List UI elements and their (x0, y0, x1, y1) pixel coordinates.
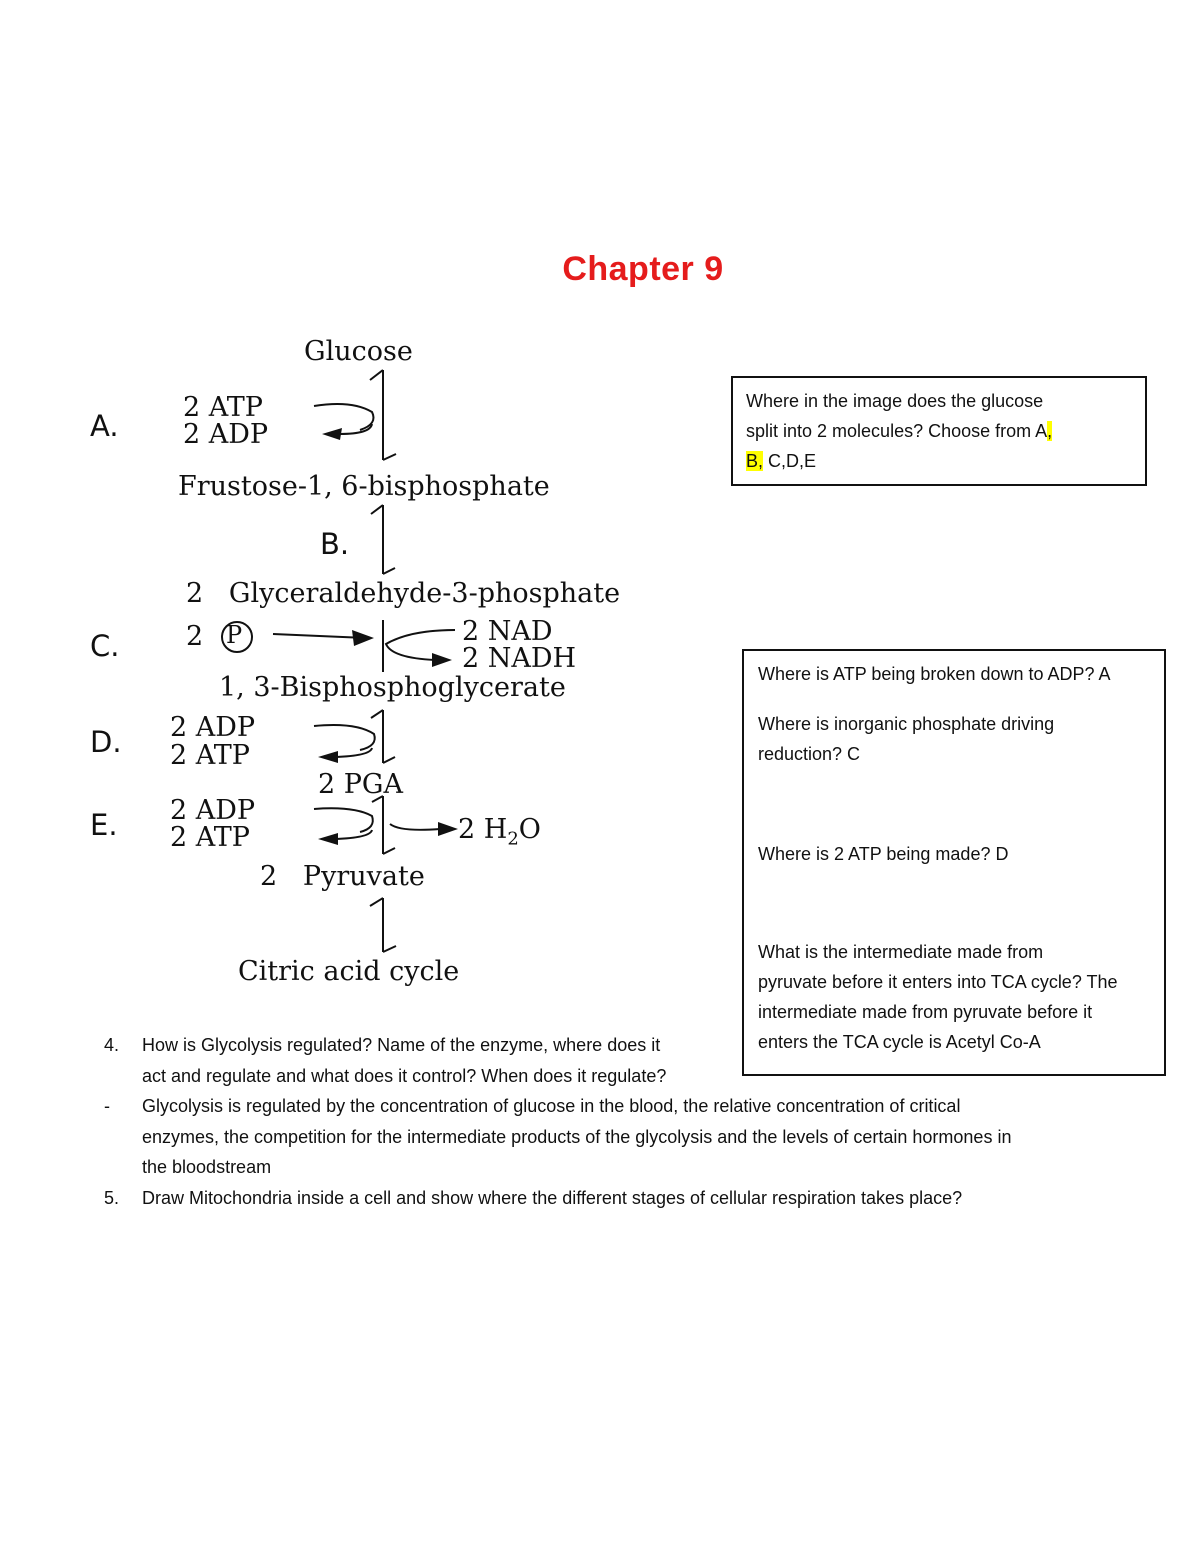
pyruvate-label: 2 Pyruvate (260, 861, 425, 892)
arrow-e-adp (314, 808, 373, 832)
list-marker: - (104, 1096, 110, 1116)
chapter-title: Chapter 9 (562, 250, 724, 288)
arrowhead-nadh (432, 653, 452, 667)
list-line: Draw Mitochondria inside a cell and show where the different stages of cellular respiration takes place? (142, 1187, 963, 1208)
arrow-pi-in (273, 634, 366, 638)
arrow-nad-curl (386, 630, 455, 660)
arrowhead-e-atp (318, 833, 338, 845)
citric-acid-label: Citric acid cycle (238, 956, 460, 987)
box2-q4-line1: What is the intermediate made from (758, 942, 1044, 962)
box1-highlight-b: B, (746, 451, 764, 471)
arrow-e-atp (334, 830, 372, 839)
arrow-atp-in (314, 404, 374, 430)
arrow-d-adp (314, 725, 375, 750)
box1-line3-text: C,D,E (763, 451, 817, 471)
pi-symbol: P (226, 621, 243, 649)
step-c-letter: C. (90, 629, 120, 663)
step-a-letter: A. (90, 409, 119, 443)
box1-line2 (746, 416, 1145, 446)
box1-line1: Where in the image does the glucose (746, 391, 1044, 411)
box1-highlight-a: , (1047, 421, 1053, 441)
step-e-letter: E. (90, 808, 118, 842)
arrowhead-water (438, 822, 458, 836)
step-a-atp: 2 ATP (183, 392, 263, 423)
glycolysis-diagram (0, 320, 760, 1000)
step-c-nad: 2 NAD (462, 616, 553, 647)
bpg-label: 1, 3-Bisphosphoglycerate (219, 672, 566, 703)
question-box-atp (742, 649, 1166, 1076)
box2-q2-line2: reduction? C (758, 744, 861, 764)
arrow-e-water (390, 824, 440, 830)
g3p-label: 2 Glyceraldehyde-3-phosphate (186, 578, 621, 609)
box2-q2-line1: Where is inorganic phosphate driving (758, 714, 1055, 734)
arrowhead-pi (352, 630, 374, 646)
question-list (104, 1030, 1144, 1213)
arrowhead-d-atp (318, 751, 338, 763)
list-line: the bloodstream (142, 1157, 272, 1177)
box2-q4-line2: pyruvate before it enters into TCA cycle? The (758, 972, 1118, 992)
list-line: How is Glycolysis regulated? Name of the enzyme, where does it (142, 1035, 661, 1055)
arrowhead-adp (322, 428, 342, 440)
arrow-d-atp (334, 748, 372, 757)
glucose-label: Glucose (304, 336, 413, 367)
pga-label: 2 PGA (318, 769, 403, 800)
water-label (458, 816, 541, 848)
list-line: enzymes, the competition for the intermediate products of the glycolysis and the levels of certain hormones in (142, 1126, 1012, 1147)
water-suffix: O (518, 814, 541, 845)
box2-q1: Where is ATP being broken down to ADP? A (758, 664, 1111, 684)
box1-line2-text: split into 2 molecules? Choose from A (746, 421, 1048, 441)
question-box-split (731, 376, 1147, 486)
step-b-letter: B. (320, 527, 350, 561)
step-d-adp: 2 ADP (170, 712, 256, 743)
step-e-adp: 2 ADP (170, 795, 256, 826)
pi-count: 2 (186, 621, 204, 652)
fructose-label: Frustose-1, 6-bisphosphate (178, 471, 550, 502)
list-line: act and regulate and what does it control? When does it regulate? (142, 1065, 667, 1086)
step-a-adp: 2 ADP (183, 419, 269, 450)
box2-q3: Where is 2 ATP being made? D (758, 844, 1009, 864)
list-item (104, 1030, 1144, 1091)
flow-line-f (370, 898, 396, 952)
list-item (104, 1183, 1144, 1214)
flow-line-b (371, 505, 395, 574)
box2-q4-line4: enters the TCA cycle is Acetyl Co-A (758, 1032, 1041, 1052)
box2-q4-line3: intermediate made from pyruvate before it (758, 1002, 1093, 1022)
list-line: Glycolysis is regulated by the concentration of glucose in the blood, the relative concentration of critical (142, 1096, 961, 1116)
list-marker: 4. (104, 1035, 120, 1055)
water-subscript: 2 (507, 828, 519, 850)
box1-line3 (746, 446, 1145, 476)
step-d-atp: 2 ATP (170, 740, 250, 771)
water-prefix: 2 H (458, 814, 508, 845)
list-marker: 5. (104, 1187, 120, 1208)
arrow-adp-out (340, 424, 372, 434)
step-e-atp: 2 ATP (170, 822, 250, 853)
step-d-letter: D. (90, 725, 122, 759)
list-item (104, 1091, 1144, 1183)
step-c-nadh: 2 NADH (462, 643, 577, 674)
